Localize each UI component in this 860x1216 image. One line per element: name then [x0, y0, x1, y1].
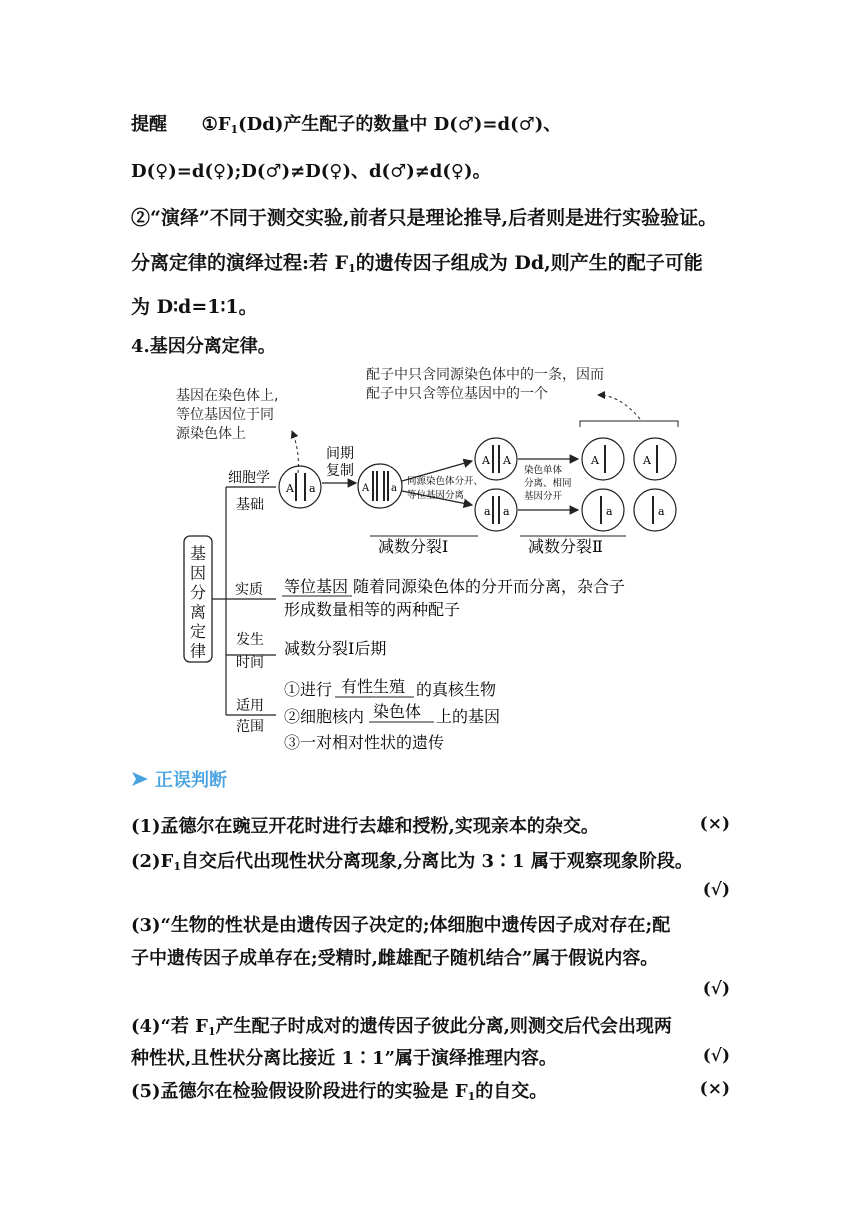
interphase-label-1: 间期	[326, 446, 354, 462]
tip-line-2: D(♀)=d(♀);D(♂)≠D(♀)、d(♂)≠d(♀)。	[131, 161, 491, 182]
title-char: 基	[189, 544, 207, 563]
svg-text:A: A	[643, 454, 651, 467]
meiosis-1-label: 减数分裂Ⅰ	[378, 537, 449, 556]
dashed-arrow-right	[598, 395, 640, 419]
svg-text:A: A	[362, 483, 370, 494]
essence-text-2: 形成数量相等的两种配子	[284, 600, 461, 619]
scope-1-key: 有性生殖	[341, 677, 406, 696]
judge-item-3-line-1: (3)“生物的性状是由遗传因子决定的;体细胞中遗传因子成对存在;配	[131, 915, 671, 936]
judge-item-4-mark: (√)	[702, 1046, 730, 1066]
title-char: 因	[189, 563, 207, 583]
section-4-heading: 4.基因分离定律。	[131, 336, 276, 357]
essence-label: 实质	[235, 582, 263, 598]
gamete-b2	[634, 489, 676, 531]
judge-item-3-line-2: 子中遗传因子成单存在;受精时,雌雄配子随机结合”属于假说内容。	[131, 948, 659, 969]
step1-label-2: 等位基因分离	[407, 490, 465, 501]
title-char: 律	[189, 641, 207, 661]
svg-text:a: a	[309, 482, 316, 495]
branch-basis-label-2: 基础	[236, 497, 264, 513]
judge-item-4-line-1: (4)“若 $F_1$产生配子时成对的遗传因子彼此分离,则测交后代会出现两	[131, 1016, 672, 1038]
svg-text:A: A	[286, 482, 294, 495]
step2-label-1: 染色单体	[524, 465, 563, 476]
scope-1-pre: ①进行	[284, 680, 333, 699]
note-top-right-2: 配子中只含等位基因中的一个	[366, 386, 548, 402]
judge-item-2-mark: (√)	[702, 880, 730, 900]
scope-label-2: 范围	[236, 719, 264, 735]
title-char: 分	[189, 583, 207, 602]
judge-item-2: $(2)F_1$自交后代出现性状分离现象,分离比为 3∶1 属于观察现象阶段。	[131, 851, 693, 873]
branch-basis-label-1: 细胞学	[228, 470, 270, 486]
scope-label-1: 适用	[236, 698, 264, 714]
judge-item-3-mark: (√)	[702, 979, 730, 999]
judge-header	[131, 766, 227, 792]
note-left-1: 基因在染色体上,	[176, 388, 279, 404]
essence-key: 等位基因	[284, 577, 349, 596]
judge-item-1: (1)孟德尔在豌豆开花时进行去雄和授粉,实现亲本的杂交。	[131, 816, 599, 837]
time-label-2: 时间	[236, 655, 264, 671]
step1-label-1: 同源染色体分开、	[407, 476, 484, 487]
scope-1-post: 的真核生物	[416, 680, 497, 699]
title-char: 离	[189, 602, 207, 622]
note-left-3: 源染色体上	[176, 426, 246, 442]
svg-text:A: A	[482, 454, 490, 467]
svg-text:a: a	[658, 505, 665, 518]
title-char: 定	[189, 622, 207, 641]
svg-text:a: a	[484, 505, 491, 518]
gamete-a1	[582, 438, 624, 480]
judge-item-5: (5)孟德尔在检验假设阶段进行的实验是 $F_1$的自交。	[131, 1081, 548, 1103]
svg-text:a: a	[503, 505, 510, 518]
tip-line-4: 分离定律的演绎过程:若 $F_1$的遗传因子组成为 Dd,则产生的配子可能	[131, 252, 703, 275]
step2-label-3: 基因分开	[524, 491, 563, 502]
gamete-a2	[634, 438, 676, 480]
meiosis-2-label: 减数分裂Ⅱ	[528, 537, 603, 556]
tip-line-1: 提醒 $①F_1(Dd)$产生配子的数量中 D(♂)=d(♂)、	[131, 114, 562, 136]
tip-line-3: ②“演绎”不同于测交实验,前者只是理论推导,后者则是进行实验验证。	[131, 207, 718, 229]
time-label-1: 发生	[236, 632, 264, 648]
svg-text:a: a	[606, 505, 613, 518]
judge-item-5-mark: (×)	[699, 1079, 730, 1099]
arrow-play-icon	[131, 771, 149, 787]
gene-segregation-diagram	[0, 355, 860, 755]
note-top-right-1: 配子中只含同源染色体中的一条，因而	[366, 367, 604, 383]
scope-2-key: 染色体	[373, 702, 422, 721]
time-text: 减数分裂Ⅰ后期	[284, 639, 387, 658]
judge-item-4-line-2: 种性状,且性状分离比接近 1∶1”属于演绎推理内容。	[131, 1048, 557, 1069]
title-box-text	[190, 544, 206, 661]
svg-text:a: a	[391, 483, 397, 494]
note-left-2: 等位基因位于同	[176, 407, 274, 423]
gamete-b1	[582, 489, 624, 531]
tip-label: 提醒	[131, 114, 167, 135]
svg-text:A: A	[591, 454, 599, 467]
step2-label-2: 分离、相同	[524, 478, 572, 489]
tip-line-5: 为 D∶d=1∶1。	[131, 296, 258, 318]
interphase-label-2: 复制	[326, 463, 354, 479]
svg-text:A: A	[503, 454, 511, 467]
gamete-brace	[580, 421, 678, 427]
judge-item-1-mark: (×)	[699, 814, 730, 834]
tree-lines	[212, 487, 276, 715]
essence-text-1: 随着同源染色体的分开而分离，杂合子	[353, 577, 626, 596]
judge-header-text: 正误判断	[155, 770, 227, 791]
scope-2-pre: ②细胞核内	[284, 707, 365, 726]
cell-mi-bottom	[475, 489, 517, 531]
scope-2-post: 上的基因	[436, 707, 501, 726]
scope-3: ③一对相对性状的遗传	[284, 733, 445, 752]
